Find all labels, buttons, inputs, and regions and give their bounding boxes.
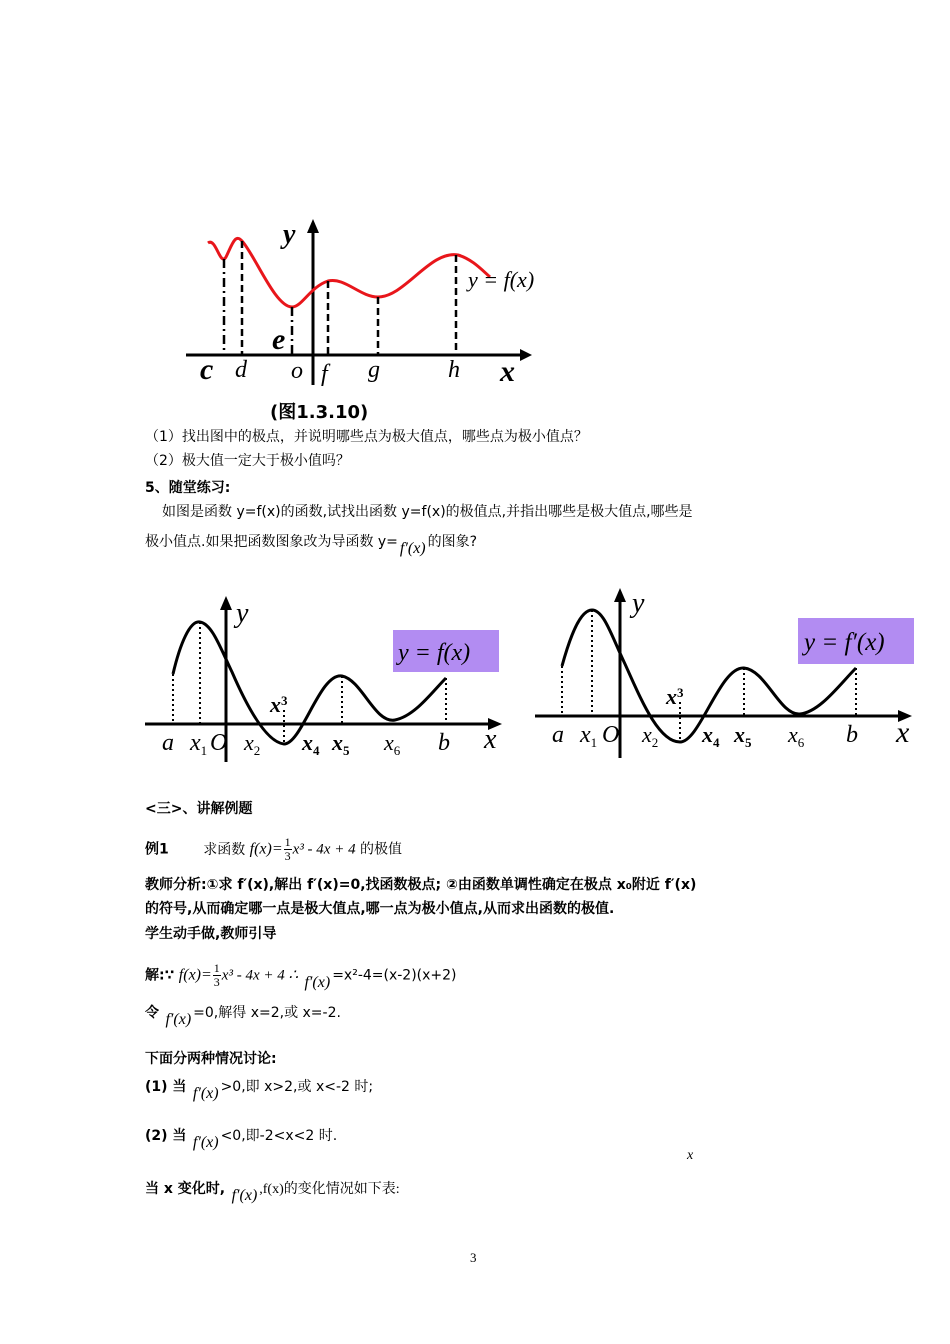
page-number: 3 xyxy=(470,1250,477,1265)
figure1-y-label: y xyxy=(283,219,296,250)
figure1-curve-label: y = f(x) xyxy=(468,267,535,292)
analysis-line1: 教师分析:①求 f′(x),解出 f′(x)=0,找函数极点; ②由函数单调性确定在极点 x₀附近 f′(x) xyxy=(145,877,697,893)
svg-text:b: b xyxy=(846,722,858,748)
example1: 例1 求函数 f(x)= $\frac{1}{3}$ x³ - 4x + 4 的极值 xyxy=(145,835,403,863)
svg-text:x6: $x_6$ xyxy=(384,730,401,758)
analysis-line2: 的符号,从而确定哪一点是极大值点,哪一点为极小值点,从而求出函数的极值. xyxy=(145,901,615,917)
point-f: f xyxy=(321,361,328,387)
point-o: o xyxy=(291,358,303,384)
discussion-heading: 下面分两种情况讨论: xyxy=(145,1051,277,1067)
svg-text:x4: $x_4$ xyxy=(302,730,320,758)
svg-text:x3: $x^3$ xyxy=(666,684,684,709)
svg-text:y = f′(x): y = f′(x) xyxy=(804,629,885,656)
question-1: （1）找出图中的极点，并说明哪些点为极大值点，哪些点为极小值点？ xyxy=(145,429,588,445)
svg-text:y: y xyxy=(632,588,645,619)
svg-text:b: b xyxy=(438,730,450,756)
figure-1-graph xyxy=(180,215,580,395)
svg-text:x: x xyxy=(896,716,910,749)
svg-text:x6: $x_6$ xyxy=(788,722,805,750)
case-2: (2) 当 f′(x) <0,即-2<x<2 时. xyxy=(145,1128,338,1151)
svg-text:x3: $x^3$ xyxy=(270,692,288,717)
x-axis-arrow xyxy=(520,349,532,361)
svg-text:x2: $x_2$ xyxy=(244,730,261,758)
stray-x: x xyxy=(687,1148,694,1163)
svg-text:x4: $x_4$ xyxy=(702,722,720,750)
let-line: 令 f′(x) =0,解得 x=2,或 x=-2. xyxy=(145,1005,341,1028)
svg-text:x5: $x_5$ xyxy=(332,730,350,758)
point-d: d xyxy=(235,357,247,383)
svg-text:y = f(x): y = f(x) xyxy=(398,640,471,666)
point-g: g xyxy=(368,357,380,383)
point-e: e xyxy=(272,323,286,356)
graph-f xyxy=(140,592,510,772)
graph-f-prime xyxy=(530,582,920,762)
section3-heading: <三>、讲解例题 xyxy=(145,801,253,817)
figure1-caption: (图1.3.10) xyxy=(270,402,369,423)
section5-line2: 极小值点.如果把函数图象改为导函数 y= f′(x) 的图象? xyxy=(145,534,478,557)
svg-text:a: a xyxy=(162,730,174,756)
figure1-x-label: x xyxy=(500,355,515,388)
svg-text:O: O xyxy=(602,722,620,748)
case-1: (1) 当 f′(x) >0,即 x>2,或 x<-2 时; xyxy=(145,1079,374,1102)
point-h: h xyxy=(448,357,460,383)
question-2: （2）极大值一定大于极小值吗？ xyxy=(145,453,350,469)
table-intro: 当 x 变化时, f′(x) ,f(x)的变化情况如下表: xyxy=(145,1181,400,1204)
f-prime-expr: f′(x) xyxy=(399,540,426,557)
solution-line: 解:∵ f(x)= $\frac{1}{3}$ x³ - 4x + 4 ∴ f′(x) =x²-4=(x-2)(x+2) xyxy=(145,961,457,991)
svg-text:x2: $x_2$ xyxy=(642,722,659,750)
svg-text:x: x xyxy=(484,724,497,755)
analysis-line3: 学生动手做,教师引导 xyxy=(145,926,277,942)
svg-text:x1: $x_1$ xyxy=(580,722,598,750)
red-curve xyxy=(208,238,490,307)
svg-text:x5: $x_5$ xyxy=(734,722,752,750)
svg-text:x1: $x_1$ xyxy=(190,730,208,758)
point-c: c xyxy=(200,353,214,386)
section5-line1: 如图是函数 y=f(x)的函数,试找出函数 y=f(x)的极值点,并指出哪些是极大值点,哪些是 xyxy=(162,504,693,520)
svg-text:a: a xyxy=(552,722,564,748)
y-axis-arrow xyxy=(307,219,319,233)
svg-text:O: O xyxy=(210,730,228,756)
section5-heading: 5、随堂练习: xyxy=(145,480,231,496)
svg-text:y: y xyxy=(236,598,249,629)
